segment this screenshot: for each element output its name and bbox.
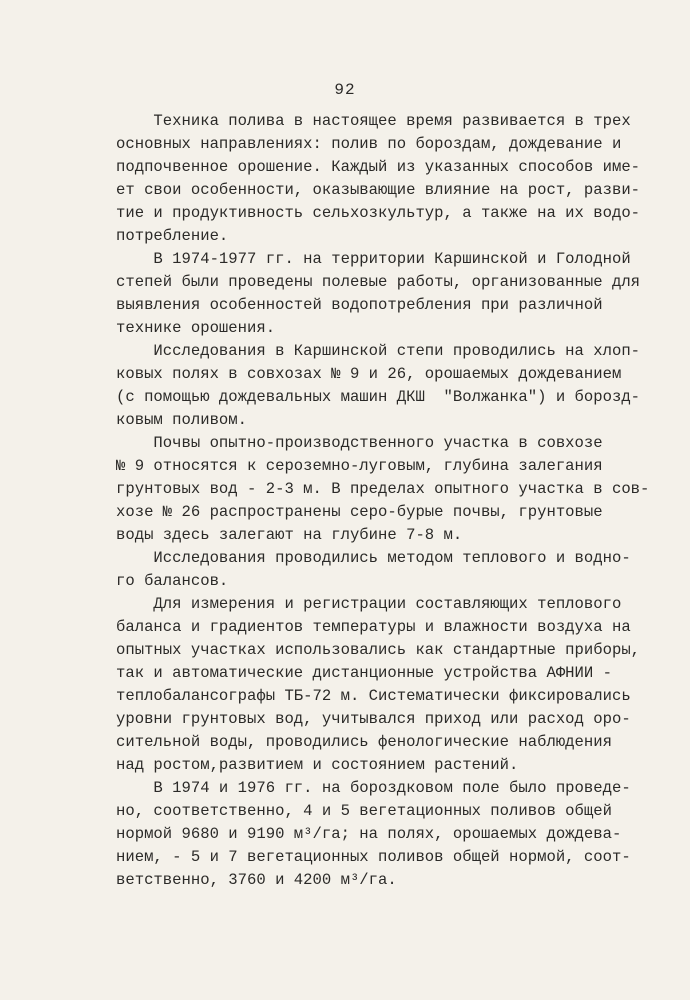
text-line: грунтовых вод - 2-3 м. В пределах опытного участка в сов-	[116, 480, 650, 498]
text-line: но, соответственно, 4 и 5 вегетационных поливов общей	[116, 802, 612, 820]
text-line: ветственно, 3760 и 4200 м³/га.	[116, 871, 397, 889]
text-line: выявления особенностей водопотребления при различной	[116, 296, 603, 314]
text-line: сительной воды, проводились фенологические наблюдения	[116, 733, 612, 751]
text-line: ковых полях в совхозах № 9 и 26, орошаемых дождеванием	[116, 365, 622, 383]
text-line: теплобалансографы ТБ-72 м. Систематически фиксировались	[116, 687, 631, 705]
text-line: нормой 9680 и 9190 м³/га; на полях, орошаемых дождева-	[116, 825, 622, 843]
text-line: подпочвенное орошение. Каждый из указанных способов име-	[116, 158, 641, 176]
text-line: (с помощью дождевальных машин ДКШ "Волжанка") и борозд-	[116, 388, 641, 406]
text-line: воды здесь залегают на глубине 7-8 м.	[116, 526, 463, 544]
text-line: хозе № 26 распространены серо-бурые почвы, грунтовые	[116, 503, 603, 521]
text-line: В 1974-1977 гг. на территории Каршинской и Голодной	[116, 250, 631, 268]
text-line: Исследования проводились методом теплового и водно-	[116, 549, 631, 567]
text-line: технике орошения.	[116, 319, 276, 337]
page-number: 92	[334, 81, 356, 99]
text-line: нием, - 5 и 7 вегетационных поливов общей нормой, соот-	[116, 848, 631, 866]
text-line: тие и продуктивность сельхозкультур, а также на их водо-	[116, 204, 641, 222]
body-text	[116, 110, 650, 892]
text-line: ет свои особенности, оказывающие влияние на рост, разви-	[116, 181, 641, 199]
text-line: ковым поливом.	[116, 411, 248, 429]
text-line: потребление.	[116, 227, 229, 245]
text-line: Исследования в Каршинской степи проводились на хлоп-	[116, 342, 641, 360]
text-line: № 9 относятся к сероземно-луговым, глубина залегания	[116, 457, 603, 475]
text-line: степей были проведены полевые работы, организованные для	[116, 273, 641, 291]
text-line: баланса и градиентов температуры и влажности воздуха на	[116, 618, 631, 636]
text-line: Почвы опытно-производственного участка в совхозе	[116, 434, 603, 452]
text-line: опытных участках использовались как стандартные приборы,	[116, 641, 641, 659]
text-line: го балансов.	[116, 572, 229, 590]
text-line: так и автоматические дистанционные устройства АФНИИ -	[116, 664, 612, 682]
text-line: Для измерения и регистрации составляющих теплового	[116, 595, 622, 613]
text-line: над ростом,развитием и состоянием растений.	[116, 756, 519, 774]
text-line: В 1974 и 1976 гг. на бороздковом поле было проведе-	[116, 779, 631, 797]
text-line: уровни грунтовых вод, учитывался приход или расход оро-	[116, 710, 631, 728]
text-line: Техника полива в настоящее время развивается в трех	[116, 112, 631, 130]
text-line: основных направлениях: полив по бороздам, дождевание и	[116, 135, 622, 153]
